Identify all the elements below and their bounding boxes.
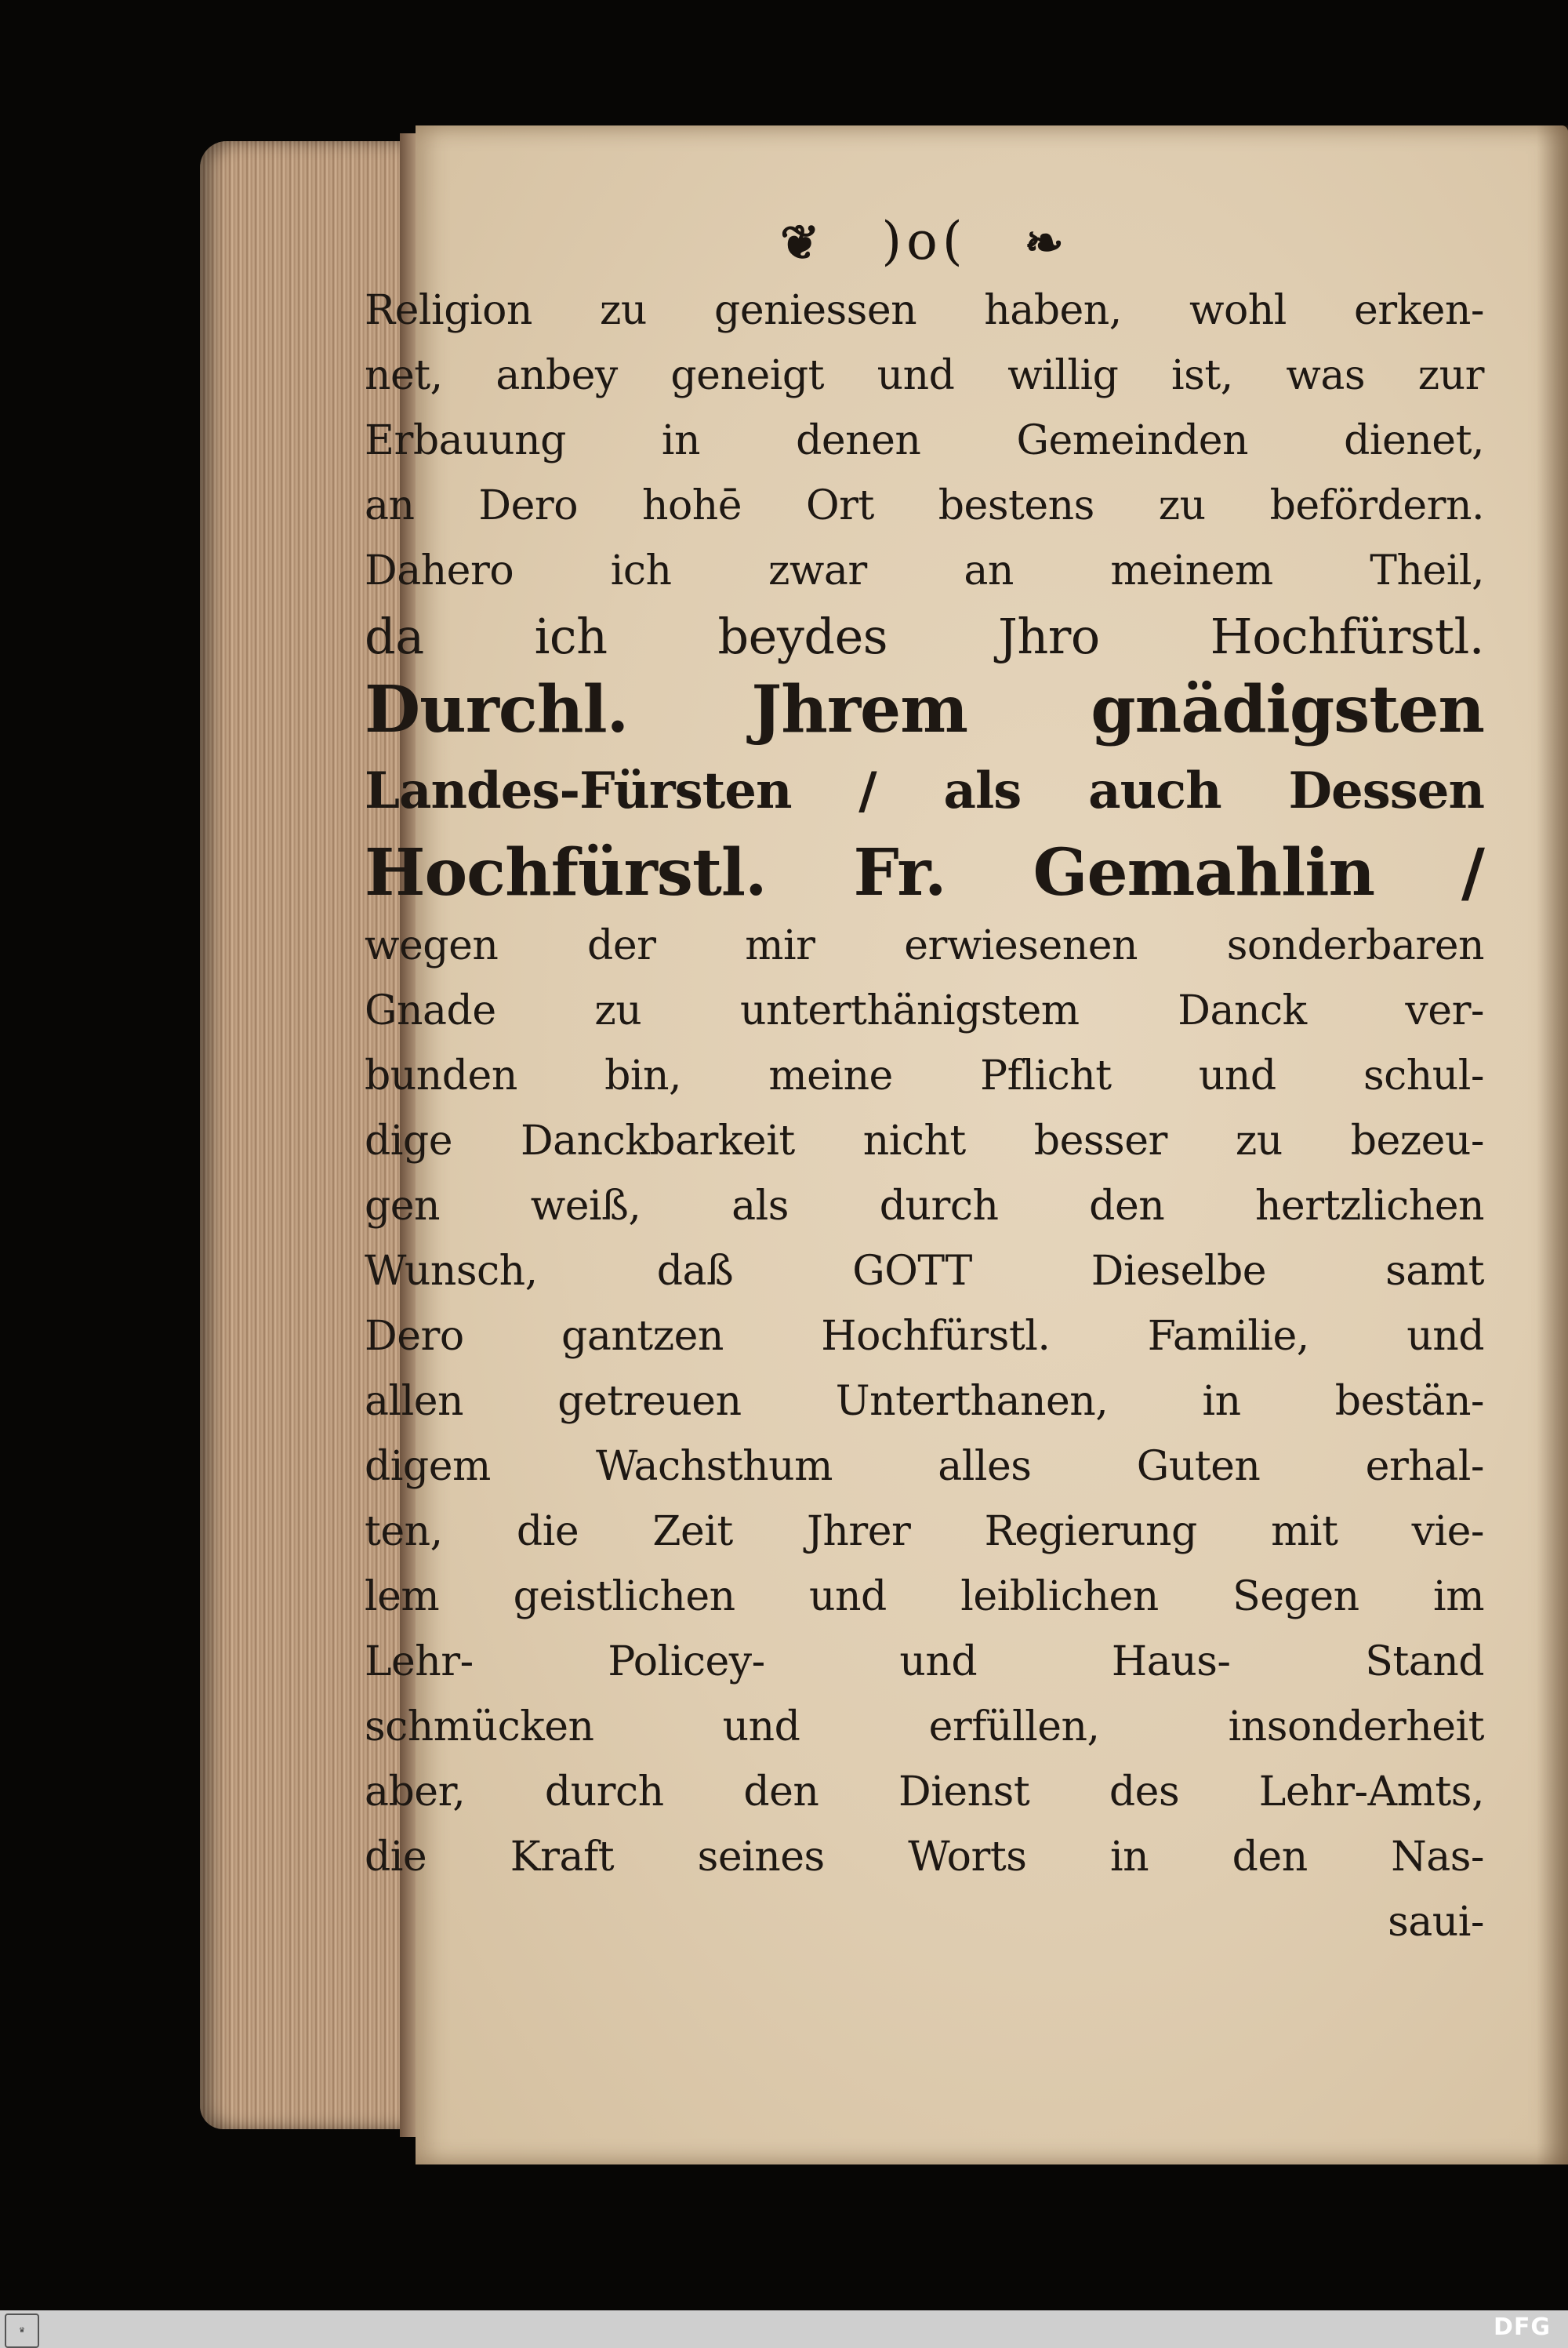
- text-line: Religion zu geniessen haben, wohl erken-: [365, 287, 1484, 334]
- text-line: net, anbey geneigt und willig ist, was zur: [365, 352, 1484, 399]
- text-line: Dero gantzen Hochfürstl. Familie, und: [365, 1313, 1484, 1360]
- text-line: Gnade zu unterthänigstem Danck ver-: [365, 987, 1484, 1034]
- text-line-large: Landes-Fürsten / als auch Dessen: [365, 761, 1484, 820]
- library-logo-icon: ♛: [5, 2313, 39, 2348]
- text-line: da ich beydes Jhro Hochfürstl.: [365, 608, 1484, 665]
- text-line: Lehr- Policey- und Haus- Stand: [365, 1638, 1484, 1685]
- header-center-mark: )o(: [881, 211, 967, 271]
- right-ornament-icon: ❧: [1024, 216, 1069, 271]
- text-line: digem Wachsthum alles Guten erhal-: [365, 1443, 1484, 1490]
- text-line: schmücken und erfüllen, insonderheit: [365, 1703, 1484, 1750]
- text-line: Dahero ich zwar an meinem Theil,: [365, 547, 1484, 594]
- dfg-label: DFG: [1493, 2313, 1551, 2341]
- page-header: [365, 210, 1484, 271]
- text-line: wegen der mir erwiesenen sonderbaren: [365, 922, 1484, 969]
- left-ornament-icon: ❦: [780, 216, 825, 271]
- text-line: lem geistlichen und leiblichen Segen im: [365, 1573, 1484, 1620]
- page-text: [365, 278, 1484, 1955]
- catchword: saui-: [1388, 1899, 1484, 1946]
- text-line-large: Hochfürstl. Fr. Gemahlin /: [365, 835, 1484, 910]
- text-line: allen getreuen Unterthanen, in bestän-: [365, 1378, 1484, 1425]
- text-line: an Dero hohē Ort bestens zu befördern.: [365, 482, 1484, 529]
- text-line: aber, durch den Dienst des Lehr-Amts,: [365, 1768, 1484, 1816]
- text-line: ten, die Zeit Jhrer Regierung mit vie-: [365, 1508, 1484, 1555]
- viewer-footer: [0, 2310, 1568, 2348]
- text-line-large: Durchl. Jhrem gnädigsten: [365, 672, 1484, 747]
- text-line: die Kraft seines Worts in den Nas-: [365, 1834, 1484, 1881]
- text-line: Erbauung in denen Gemeinden dienet,: [365, 417, 1484, 464]
- text-line: Wunsch, daß GOTT Dieselbe samt: [365, 1248, 1484, 1295]
- text-line: gen weiß, als durch den hertzlichen: [365, 1183, 1484, 1230]
- page-fold: [1537, 125, 1568, 2164]
- text-line: dige Danckbarkeit nicht besser zu bezeu-: [365, 1118, 1484, 1165]
- text-line: bunden bin, meine Pflicht und schul-: [365, 1052, 1484, 1099]
